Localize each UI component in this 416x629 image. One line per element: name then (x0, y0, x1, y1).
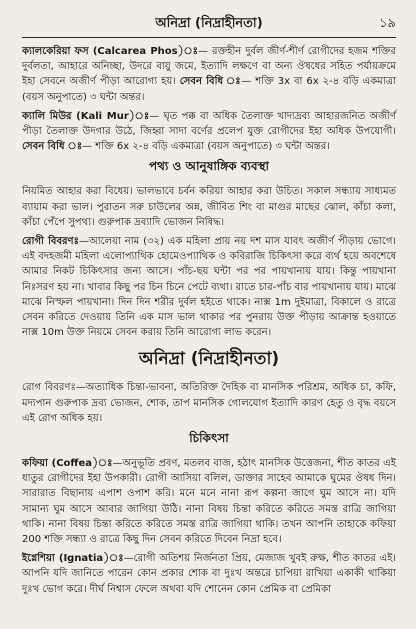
remedy-entry-coffea (22, 456, 396, 547)
dosage-text: — শক্তি 6x ২-৪ বড়ি একমাত্রা (বয়স অনুপাতে) ৩ ঘন্টা অন্তর। (82, 141, 330, 153)
remedy-entry-kali-mur (22, 109, 396, 155)
dosage-label: সেবন বিধি ঃ (179, 76, 242, 88)
treatment-section-heading: চিকিৎসা (189, 431, 229, 446)
disease-description-label: রোগ বিবরণঃ (22, 382, 76, 394)
disease-description-text: —অত্যাধিক চিন্তা-ভাবনা, অতিরিক্ত দৈহিক বা মানসিক পরিশ্রম, অধিক চা, কফি, মদ্যপান গুরুপাক দ্রব্য ভোজন, শোক, তাপ মানসিক গোলযোগ ইত্যাদি কারণ হেতু ও বৃদ্ধ বয়সে এই রোগ অধিক হয়। (22, 382, 396, 424)
disease-description-paragraph (22, 380, 396, 426)
remedy-entry-calcarea-phos (22, 44, 396, 105)
running-header-title: অনিদ্রা (নিদ্রাহীনতা) (155, 16, 263, 31)
remedy-name: ইগ্নেশিয়া (Ignatia)ঃ (22, 553, 124, 565)
case-report-text: —আলেয়া নাম (৩২) এক মহিলা প্রায় নয় দশ মাস যাবৎ অজীর্ণ পীড়ায় ভোগে। এই বদহজমী মহিলা এলোপ্যাথিক হোমেওপ্যাথিক ও কবিরাজি চিকিৎসা করে ব্যর্থ হয়ে অবশেষে আমার নিকট চিকিৎসার জন্য আসে। পাঁচ-ছয় ঘন্টা পর পর পায়খানায় যায়। কিন্তু পায়খানা নিঃসরণ হয় না। খাবার কিছু পর চিন চিনে পেটে ব্যথা। রাতে চার-পাঁচ বার পায়খানায় যায়। মাঝে মাঝে নিস্ফল পায়খানা। দিন দিন শরীর দুর্বল হইতে থাকে। নাক্স 1m দুইমাত্রা, বিকালে ও রাত্রে সেবন করিতে দেওয়ায় তিনি এক মাস ভাল থাকার পর পুনরায় উক্ত পীড়ায় আক্রান্ত হওয়াতে নাক্স 10m উক্ত নিয়মে সেবন করায় তিনি আরোগ্য লাভ করেন। (22, 236, 397, 339)
remedy-description: —অনুভূতি প্রবণ, মতলব বাজ, হঠাৎ মানসিক উত্তেজনা, শীত কাতর এই ধাতুর রোগীদের ইহা উপকারী। রোগী আসিয়া বলিল, ডাক্তার সাহেব আমাকে ঘুমের ঔষধ দিন। সারারাত বিছানায় এপাশ ওপাশ করি। মনে মনে নানা রূপ কল্পনা জাগে ঘুম আসে না। যদি সামান্য ঘুম আসে আবার জাগিয়া উঠি। নানা বিষয় চিন্তা করিতে করিতে সমস্ত রাত্রি জাগিয়া থাকি। নানা বিষয় চিন্তা করিতে করিতে সমস্ত রাত্রি জাগিয়া থাকি। তখন আপনি তাহাকে কফিয়া 200 শক্তি সন্ধ্যা ও রাত্রে কিছু দিন সেবন করিতে দিবেন নিদ্রা হবে। (22, 458, 396, 546)
chapter-title: অনিদ্রা (নিদ্রাহীনতা) (138, 349, 280, 370)
header-divider (22, 37, 396, 38)
diet-section-heading: পথ্য ও আনুষাঙ্গিক ব্যবস্থা (148, 159, 270, 174)
remedy-entry-ignatia (22, 551, 396, 597)
dosage-text: — শক্তি 3x বা 6x ২-৪ বড়ি একমাত্রা (বয়স অনুপাতে) ৩ ঘন্টা অন্তর। (22, 76, 396, 103)
remedy-name: কফিয়া (Coffea)ঃ (22, 458, 113, 470)
page-number: ১৯ (379, 16, 396, 31)
diet-paragraph: নিয়মিত আহার করা বিধেয়। ভালভাবে চর্বন করিয়া আহার করা উচিত। সকাল সন্ধ্যায় সাধ্যমত ব্যায়াম করা ভাল। পুরাতন সরু চাউলের অন্ন, জীবিত শিং বা মাগুর মাছের ঝোল, কাঁচা কলা, কাঁচা পেঁপে সুপথ্য। গুরুপাক দ্রব্যাদি ভোজন নিষিদ্ধ। (22, 186, 396, 228)
remedy-name: ক্যালি মিউর (Kali Mur)ঃ (22, 110, 150, 122)
running-header (22, 14, 396, 34)
case-report-paragraph (22, 234, 396, 340)
remedy-description: — রক্তহীন দুর্বল জীর্ণ-শীর্ণ রোগীদের হজম শক্তির দুর্বলতা, আহারে অনিচ্ছা, উদরে বায়ু জমে, ইত্যাদি লক্ষণে বা অন্য ঔষধের সহিত পর্যায়ক্রমে ইহা সেবনে অজীর্ণ পীড়া আরোগ্য হয়। (22, 46, 396, 88)
remedy-description: —রোগী অতিশয় নির্জনতা প্রিয়, মেজাজ খুবই রুক্ষ, শীত কাতর এই। আপনি যদি জানিতে পারেন কোন প্রকার শোক বা দুঃখ অন্তরে চাপিয়া রাখিয়া একাকী থাকিয়া দুঃখ ভোগ করে। দীর্ঘ নিশ্বাস ফেলে অথবা যদি শোনেন কোন প্রেমিক বা প্রেমিকা (22, 553, 396, 595)
dosage-label: সেবন বিধি ঃ (22, 141, 83, 153)
remedy-description: — ঘৃত পক্ক বা অধিক তৈলাক্ত খাদ্যদ্রব্য আহারজনিত অজীর্ণ পীড়া তৈলাক্ত উদগার উঠে, জিহ্বা সাদা বর্ণের প্রলেপ যুক্ত রোগীদের ইহা অধিক উপযোগী। (22, 110, 396, 138)
remedy-name: ক্যালকেরিয়া ফস (Calcarea Phos)ঃ (22, 46, 199, 57)
case-report-label: রোগী বিবরণঃ (22, 236, 79, 248)
